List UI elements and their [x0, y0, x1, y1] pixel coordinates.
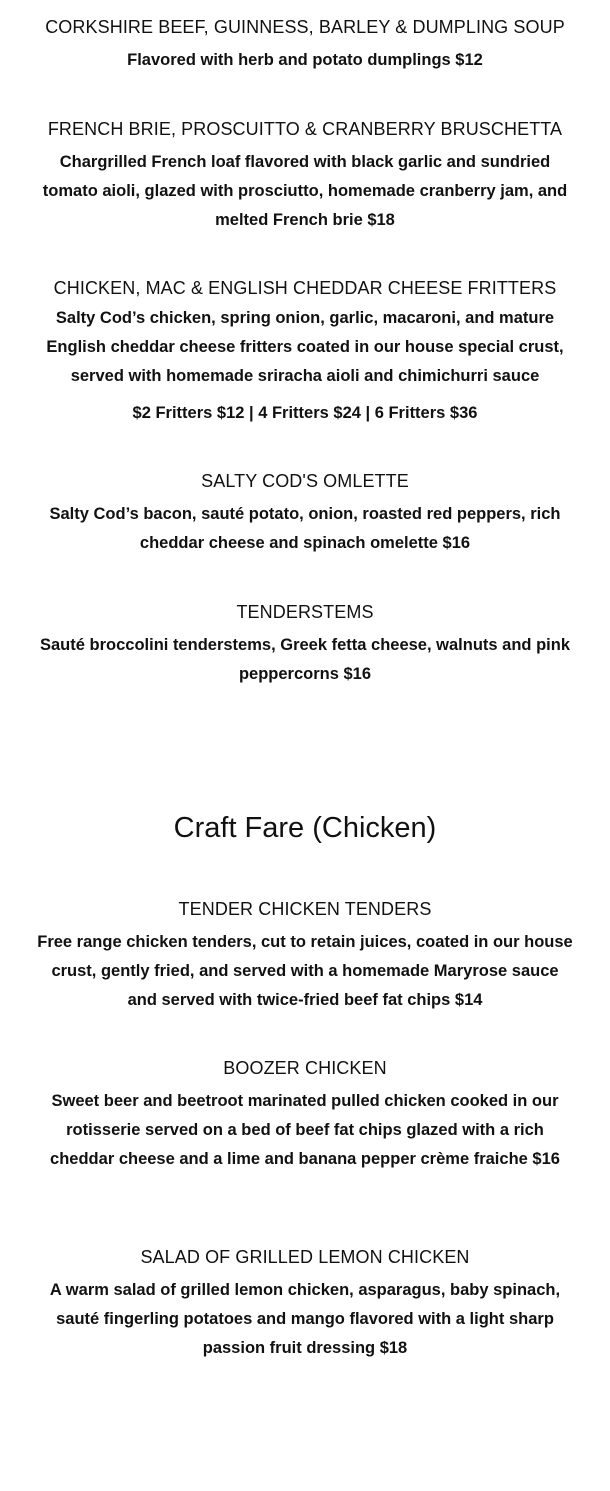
item-prices-fritters: $2 Fritters $12 | 4 Fritters $24 | 6 Fritters $36 — [132, 404, 478, 422]
item-description-bruschetta: Chargrilled French loaf flavored with black garlic and sundried tomato aioli, glazed with prosciutto, homemade cranberry jam, and melted French brie $18 — [42, 153, 568, 229]
item-title-lemon-chicken-salad: SALAD OF GRILLED LEMON CHICKEN — [140, 1247, 470, 1267]
section-heading-craft-fare: Craft Fare (Chicken) — [173, 812, 437, 844]
item-title-tenderstems: TENDERSTEMS — [236, 602, 374, 622]
item-title-soup: CORKSHIRE BEEF, GUINNESS, BARLEY & DUMPLING SOUP — [45, 17, 565, 37]
item-title-chicken-tenders: TENDER CHICKEN TENDERS — [178, 899, 432, 919]
item-description-omlette: Salty Cod’s bacon, sauté potato, onion, roasted red peppers, rich cheddar cheese and spinach omelette $16 — [49, 505, 561, 552]
item-description-soup: Flavored with herb and potato dumplings $12 — [127, 51, 483, 69]
item-title-fritters: CHICKEN, MAC & ENGLISH CHEDDAR CHEESE FRITTERS — [53, 278, 557, 298]
item-description-boozer-chicken: Sweet beer and beetroot marinated pulled chicken cooked in our rotisserie served on a bed of beef fat chips glazed with a rich cheddar cheese and a lime and banana pepper crème fraiche $16 — [50, 1092, 560, 1168]
item-description-lemon-chicken-salad: A warm salad of grilled lemon chicken, asparagus, baby spinach, sauté fingerling potatoes and mango flavored with a light sharp passion fruit dressing $18 — [49, 1281, 561, 1357]
item-description-tenderstems: Sauté broccolini tenderstems, Greek fetta cheese, walnuts and pink peppercorns $16 — [40, 636, 570, 683]
item-description-fritters: Salty Cod’s chicken, spring onion, garlic, macaroni, and mature English cheddar cheese fritters coated in our house special crust, served with homemade sriracha aioli and chimichurri sauce — [46, 309, 564, 385]
item-title-boozer-chicken: BOOZER CHICKEN — [223, 1058, 387, 1078]
item-title-bruschetta: FRENCH BRIE, PROSCUITTO & CRANBERRY BRUSCHETTA — [47, 119, 563, 139]
item-description-chicken-tenders: Free range chicken tenders, cut to retain juices, coated in our house crust, gently fried, and served with a homemade Maryrose sauce and served with twice-fried beef fat chips $14 — [37, 933, 573, 1009]
item-title-omlette: SALTY COD'S OMLETTE — [201, 471, 409, 491]
